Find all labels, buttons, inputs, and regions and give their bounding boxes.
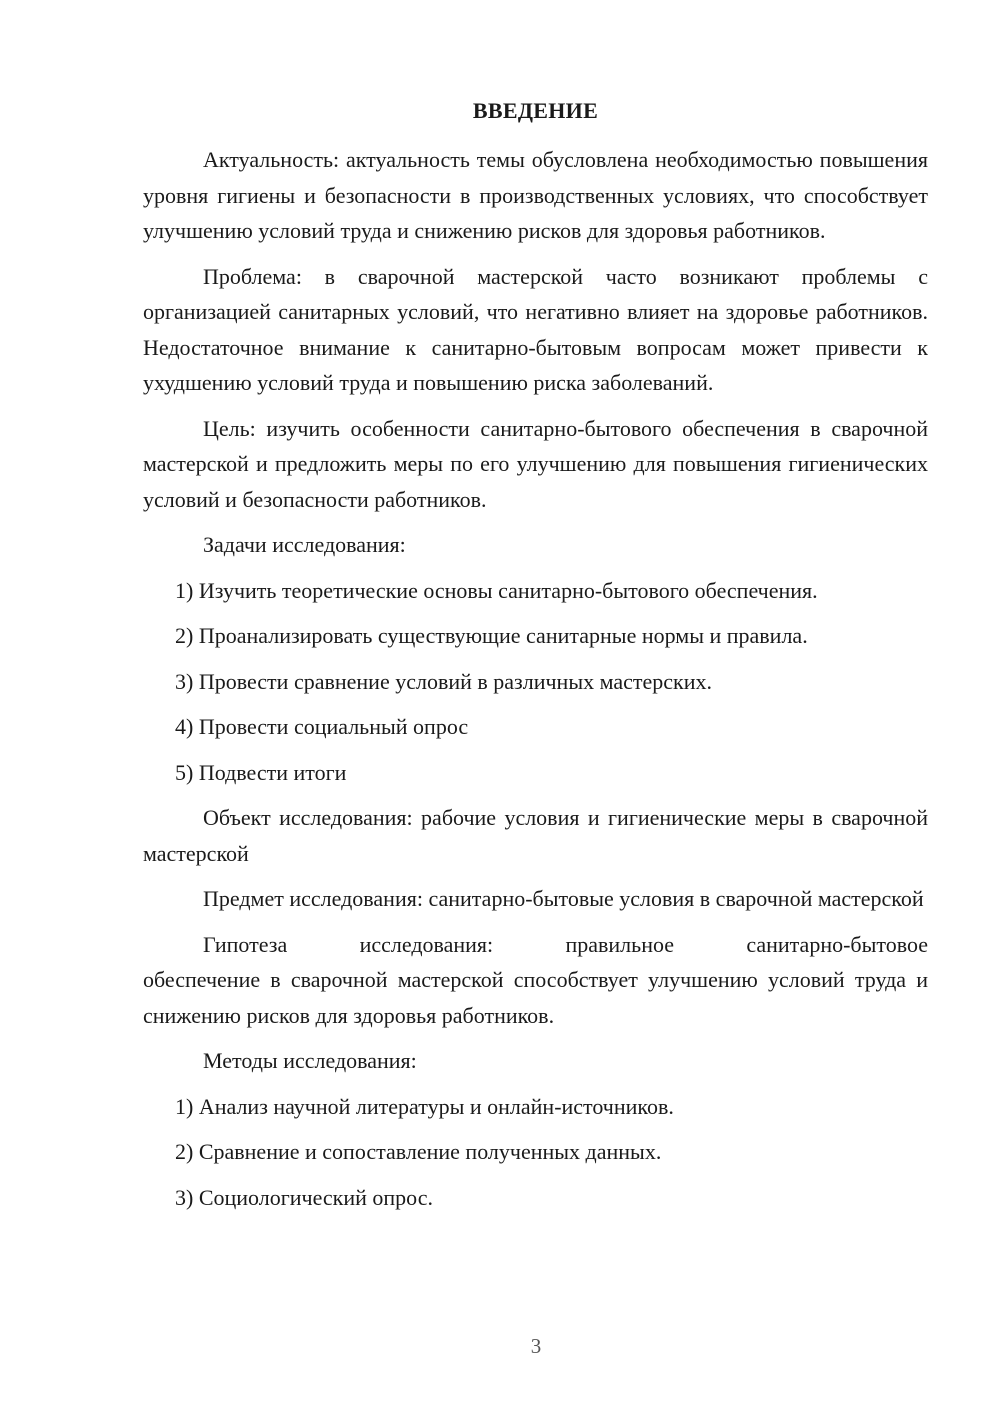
tasks-heading: Задачи исследования:: [203, 532, 406, 557]
paragraph-problem: Проблема: в сварочной мастерской часто возникают проблемы с организацией санитарных условий, что негативно влияет на здоровье работников. Недостаточное внимание к санитарно-бытовым вопросам может привести к ухудшению условий труда и повышению риска заболеваний.: [143, 263, 928, 395]
paragraph-relevance: Актуальность: актуальность темы обусловлена необходимостью повышения уровня гигиены и безопасности в производственных условиях, что способствует улучшению условий труда и снижению рисков для здоровья работников.: [143, 147, 928, 243]
list-item: 2) Сравнение и сопоставление полученных данных.: [175, 1139, 662, 1164]
tasks-list: [143, 573, 928, 791]
list-item: 2) Проанализировать существующие санитарные нормы и правила.: [175, 623, 808, 648]
hypothesis-first-line: Гипотеза исследования: правильное санитарно-бытовое: [203, 931, 928, 957]
list-item: 3) Провести сравнение условий в различных мастерских.: [175, 668, 713, 694]
methods-heading: Методы исследования:: [203, 1048, 417, 1073]
hypothesis-continuation: обеспечение в сварочной мастерской способствует улучшению условий труда и снижению рисков для здоровья работников.: [143, 967, 928, 1028]
document-title: ВВЕДЕНИЕ: [472, 98, 599, 123]
document-body: [143, 142, 928, 1225]
list-item: 1) Анализ научной литературы и онлайн-источников.: [175, 1093, 674, 1119]
paragraph-goal: Цель: изучить особенности санитарно-бытового обеспечения в сварочной мастерской и предложить меры по его улучшению для повышения гигиенических условий и безопасности работников.: [143, 415, 928, 512]
list-item: 4) Провести социальный опрос: [175, 714, 469, 739]
list-item: 3) Социологический опрос.: [175, 1184, 433, 1210]
paragraph-hypothesis: [143, 927, 928, 1034]
paragraph-object: Объект исследования: рабочие условия и гигиенические меры в сварочной мастерской: [143, 805, 928, 866]
paragraph-subject: Предмет исследования: санитарно-бытовые условия в сварочной мастерской: [203, 886, 924, 911]
page-number: 3: [530, 1334, 542, 1358]
methods-list: [143, 1089, 928, 1216]
list-item: 1) Изучить теоретические основы санитарно-бытового обеспечения.: [175, 577, 818, 603]
list-item: 5) Подвести итоги: [175, 759, 347, 785]
